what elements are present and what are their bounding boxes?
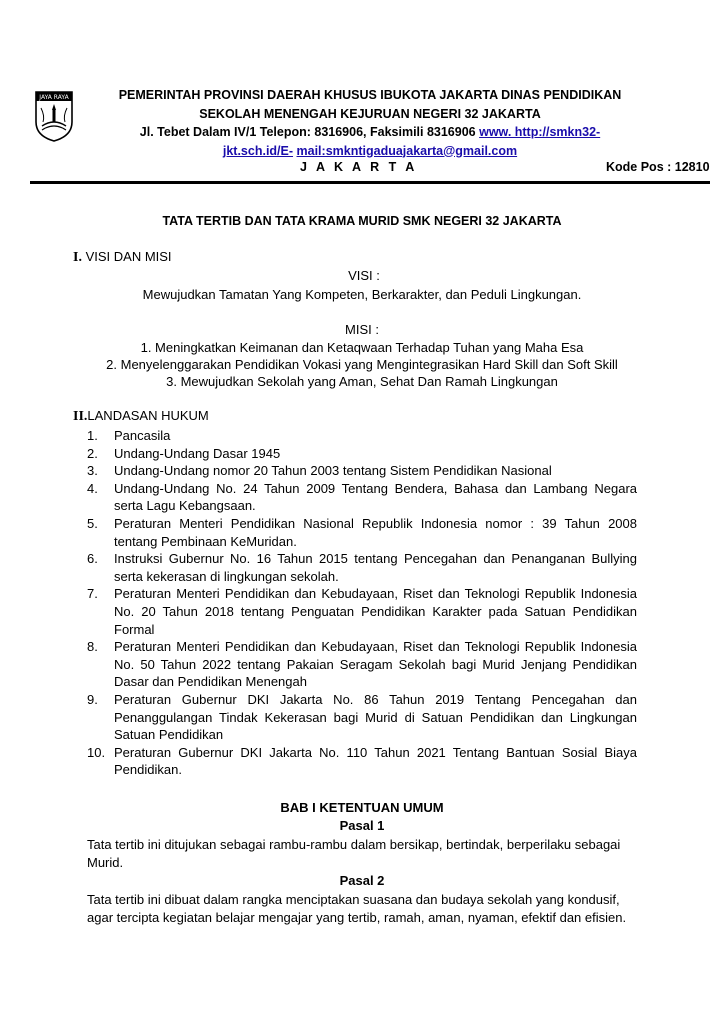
section-landasan-heading bbox=[73, 408, 209, 425]
misi-item: 2. Menyelenggarakan Pendidikan Vokasi yang Mengintegrasikan Hard Skill dan Soft Skill bbox=[106, 357, 618, 372]
section-visi-misi-heading bbox=[73, 249, 172, 266]
list-item: 10. Peraturan Gubernur DKI Jakarta No. 110 Tahun 2021 Tentang Bantuan Sosial Biaya Pendidikan. bbox=[87, 744, 637, 778]
letterhead-address bbox=[90, 123, 650, 142]
list-item: 3. Undang-Undang nomor 20 Tahun 2003 tentang Sistem Pendidikan Nasional bbox=[87, 463, 552, 479]
letterhead-line2: SEKOLAH MENENGAH KEJURUAN NEGERI 32 JAKARTA bbox=[199, 106, 541, 121]
pasal-title: Pasal 1 bbox=[339, 818, 385, 833]
pasal-text: Tata tertib ini ditujukan sebagai rambu-rambu dalam bersikap, bertindak, berperilaku sebagai Murid. bbox=[87, 837, 621, 870]
visi-label: VISI : bbox=[348, 268, 380, 283]
bab-title: BAB I KETENTUAN UMUM bbox=[280, 800, 444, 815]
landasan-hukum-list bbox=[87, 427, 637, 779]
city-label: J A K A R T A bbox=[300, 160, 418, 174]
section-roman: II. bbox=[73, 409, 88, 424]
letterhead bbox=[90, 86, 650, 160]
jakarta-emblem-icon bbox=[33, 88, 75, 142]
list-item: 9. Peraturan Gubernur DKI Jakarta No. 86 Tahun 2019 Tentang Pencegahan dan Penanggulangan Tindak Kekerasan bagi Murid di Satuan Pendidikan dan Lingkungan Satuan Pendidikan bbox=[87, 691, 637, 743]
document-title: TATA TERTIB DAN TATA KRAMA MURID SMK NEGERI 32 JAKARTA bbox=[162, 214, 562, 228]
list-item: 8. Peraturan Menteri Pendidikan dan Kebudayaan, Riset dan Teknologi Republik Indonesia No. 50 Tahun 2022 tentang Pakaian Seragam Sekolah bagi Murid Jenjang Pendidikan Dasar dan Pendidikan Menengah bbox=[87, 639, 637, 690]
section-label: VISI DAN MISI bbox=[85, 249, 172, 264]
address-text: Jl. Tebet Dalam IV/1 Telepon: 8316906, Faksimili 8316906 bbox=[139, 125, 476, 139]
misi-label: MISI : bbox=[345, 322, 379, 337]
letterhead-line1: PEMERINTAH PROVINSI DAERAH KHUSUS IBUKOTA JAKARTA DINAS PENDIDIKAN bbox=[118, 88, 622, 102]
pasal-title: Pasal 2 bbox=[339, 873, 385, 888]
letterhead-links bbox=[90, 142, 650, 161]
list-item: 1. Pancasila bbox=[87, 428, 171, 443]
list-item: 4. Undang-Undang No. 24 Tahun 2009 Tentang Bendera, Bahasa dan Lambang Negara serta Lagu Kebangsaan. bbox=[87, 480, 637, 514]
list-item: 6. Instruksi Gubernur No. 16 Tahun 2015 tentang Pencegahan dan Penanganan Bullying serta kekerasan di lingkungan sekolah. bbox=[87, 551, 637, 584]
list-item: 5. Peraturan Menteri Pendidikan Nasional Republik Indonesia nomor : 39 Tahun 2008 tentang Pembinaan KeMuridan. bbox=[87, 515, 637, 549]
list-item: 7. Peraturan Menteri Pendidikan dan Kebudayaan, Riset dan Teknologi Republik Indonesia No. 20 Tahun 2018 tentang Penguatan Pendidikan Karakter pada Satuan Pendidikan Formal bbox=[87, 586, 637, 637]
section-roman: I. bbox=[73, 250, 82, 265]
website-link-cont[interactable]: jkt.sch.id/E- bbox=[222, 143, 294, 158]
website-link[interactable]: www. http://smkn32- bbox=[479, 125, 601, 139]
visi-text: Mewujudkan Tamatan Yang Kompeten, Berkarakter, dan Peduli Lingkungan. bbox=[142, 287, 582, 302]
list-item: 2. Undang-Undang Dasar 1945 bbox=[87, 445, 281, 461]
letterhead-divider bbox=[30, 181, 710, 184]
misi-item: 3. Mewujudkan Sekolah yang Aman, Sehat Dan Ramah Lingkungan bbox=[166, 374, 558, 389]
svg-text:JAYA RAYA: JAYA RAYA bbox=[39, 94, 69, 101]
email-link[interactable]: mail:smkntigaduajakarta@gmail.com bbox=[296, 143, 518, 158]
pasal-text: Tata tertib ini dibuat dalam rangka menciptakan suasana dan budaya sekolah yang kondusif, agar tercipta kegiatan belajar mengajar yang tertib, ramah, aman, nyaman, efektif dan efisien. bbox=[87, 892, 627, 925]
misi-item: 1. Meningkatkan Keimanan dan Ketaqwaan Terhadap Tuhan yang Maha Esa bbox=[140, 340, 584, 355]
postal-code: Kode Pos : 12810 bbox=[606, 160, 710, 174]
section-label: LANDASAN HUKUM bbox=[87, 408, 209, 423]
